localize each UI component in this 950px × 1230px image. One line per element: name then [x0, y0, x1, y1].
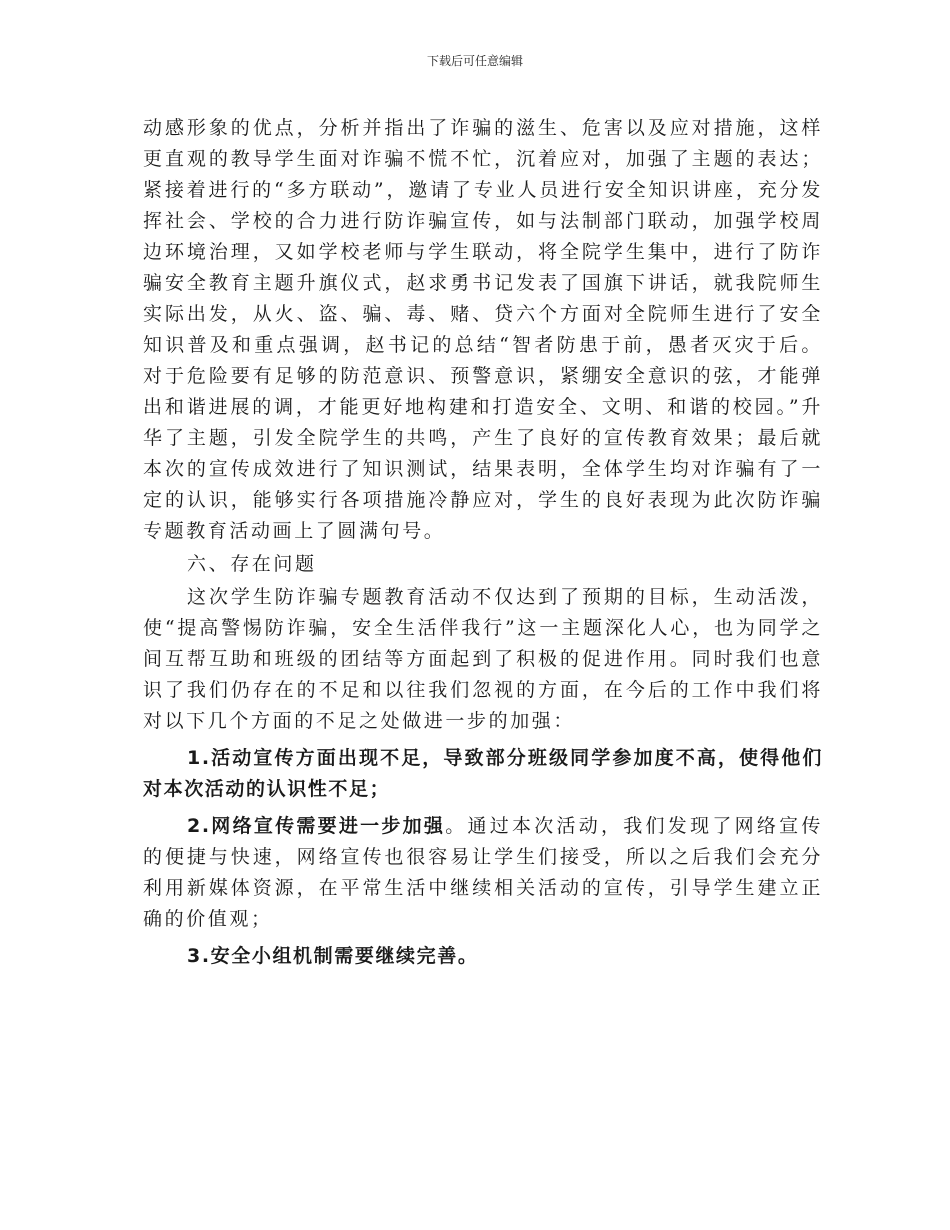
document-body — [143, 113, 823, 972]
page-header: 下载后可任意编辑 — [426, 54, 523, 68]
section-heading: 六、存在问题 — [187, 553, 317, 575]
list-item-3-text: 3.安全小组机制需要继续完善。 — [187, 945, 479, 967]
list-item-3 — [143, 941, 823, 972]
list-item-1-text: 1.活动宣传方面出现不足，导致部分班级同学参加度不高，使得他们对本次活动的认识性不足； — [143, 747, 823, 800]
list-item-2-title: 2.网络宣传需要进一步加强 — [187, 815, 446, 837]
paragraph-problems-intro: 这次学生防诈骗专题教育活动不仅达到了预期的目标，生动活泼，使“提高警惕防诈骗，安全生活伴我行”这一主题深化人心，也为同学之间互帮互助和班级的团结等方面起到了积极的促进作用。同时我们也意识了我们仍存在的不足和以往我们忽视的方面，在今后的工作中我们将对以下几个方面的不足之处做进一步的加强： — [143, 586, 823, 732]
paragraph-activity-summary: 动感形象的优点，分析并指出了诈骗的滋生、危害以及应对措施，这样更直观的教导学生面对诈骗不慌不忙，沉着应对，加强了主题的表达；紧接着进行的“多方联动”，邀请了专业人员进行安全知识讲座，充分发挥社会、学校的合力进行防诈骗宣传，如与法制部门联动，加强学校周边环境治理，又如学校老师与学生联动，将全院学生集中，进行了防诈骗安全教育主题升旗仪式，赵求勇书记发表了国旗下讲话，就我院师生实际出发，从火、盗、骗、毒、赌、贷六个方面对全院师生进行了安全知识普及和重点强调，赵书记的总结“智者防患于前，愚者灭灾于后。对于危险要有足够的防范意识、预警意识，紧绷安全意识的弦，才能弹出和谐进展的调，才能更好地构建和打造安全、文明、和谐的校园。”升华了主题，引发全院学生的共鸣，产生了良好的宣传教育效果；最后就本次的宣传成效进行了知识测试，结果表明，全体学生均对诈骗有了一定的认识，能够实行各项措施冷静应对，学生的良好表现为此次防诈骗专题教育活动画上了圆满句号。 — [143, 117, 823, 542]
list-item-1 — [143, 743, 823, 805]
list-item-2 — [143, 811, 823, 935]
list-item-2-text: 。通过本次活动，我们发现了网络宣传的便捷与快速，网络宣传也很容易让学生们接受，所以之后我们会充分利用新媒体资源，在平常生活中继续相关活动的宣传，引导学生建立正确的价值观； — [143, 815, 823, 930]
